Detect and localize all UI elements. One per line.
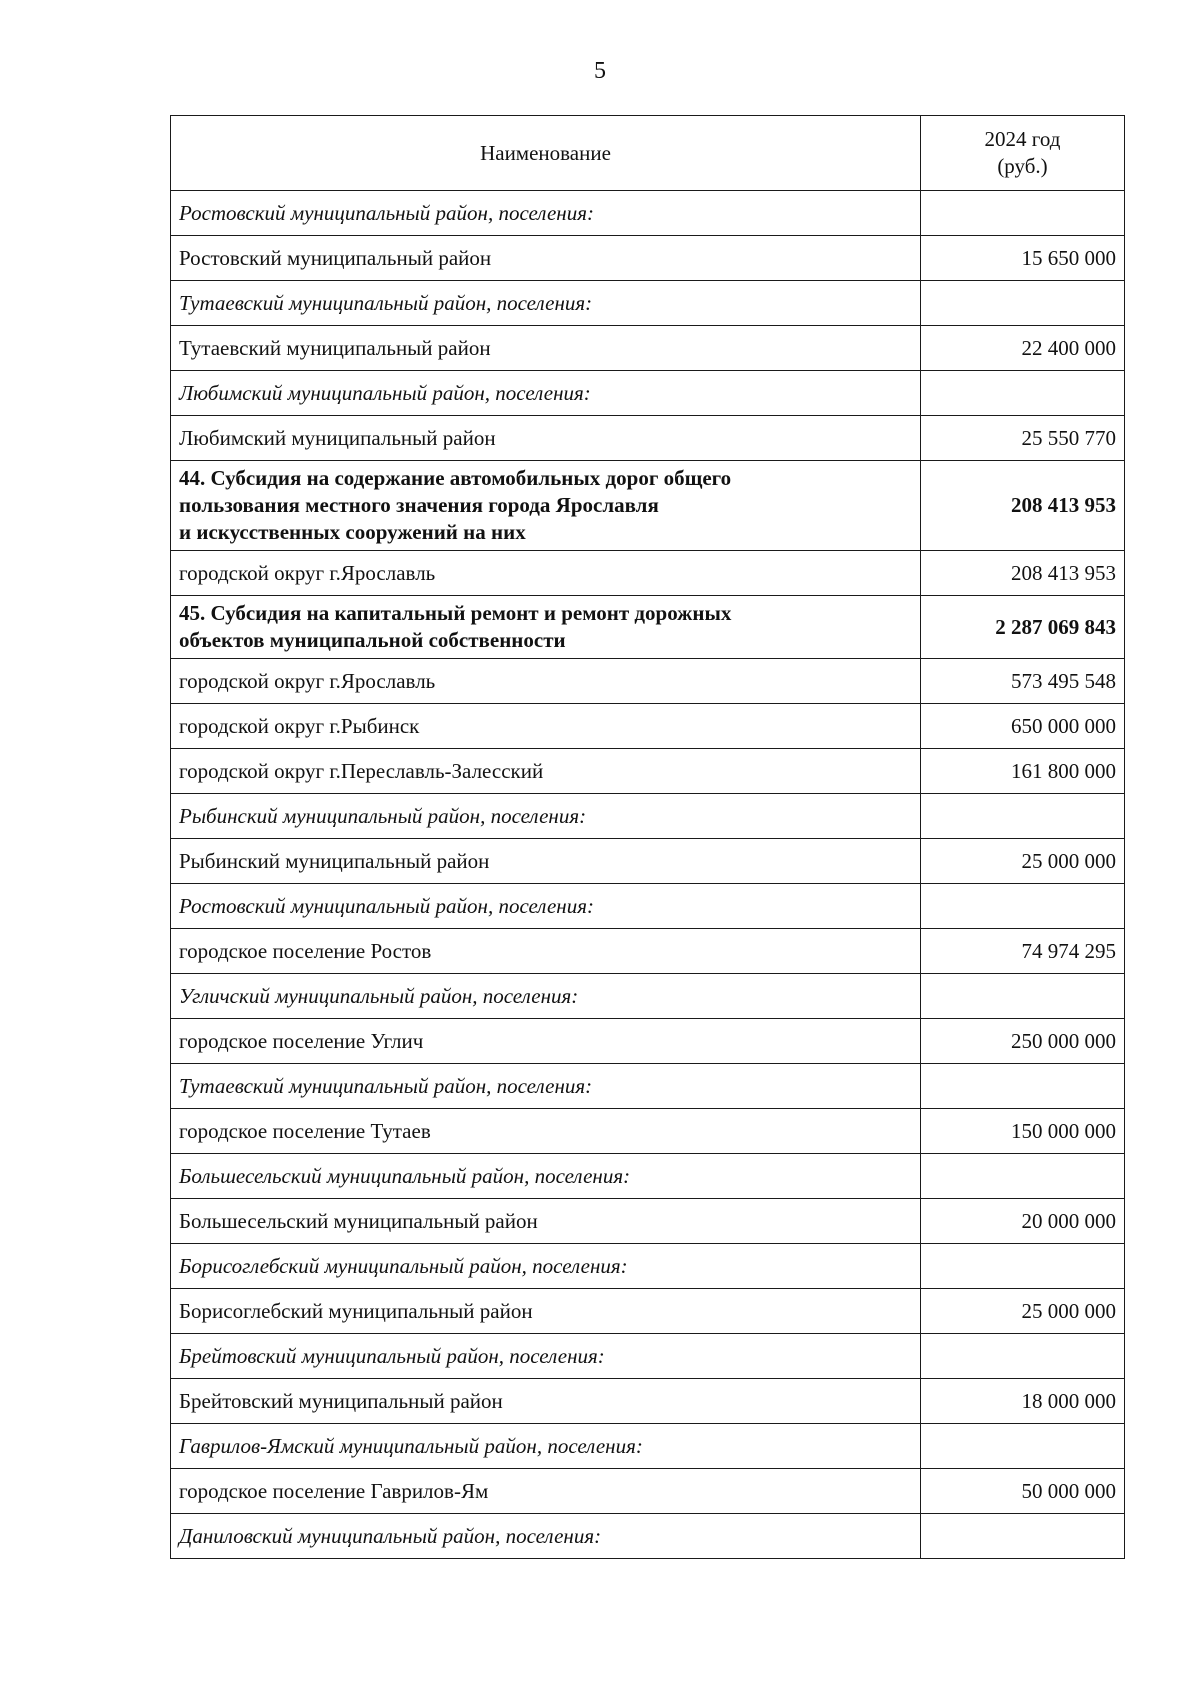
row-name-cell: Тутаевский муниципальный район, поселения:: [171, 281, 921, 326]
budget-table: [170, 115, 1125, 1559]
row-amount-cell: [921, 884, 1125, 929]
section-title-line: 44. Субсидия на содержание автомобильных дорог общего: [179, 466, 732, 490]
row-amount-cell: [921, 1154, 1125, 1199]
row-name-cell: городской округ г.Переславль-Залесский: [171, 749, 921, 794]
row-name-cell: Рыбинский муниципальный район, поселения:: [171, 794, 921, 839]
row-amount-cell: [921, 1244, 1125, 1289]
table-row: [171, 1019, 1125, 1064]
row-amount-cell: [921, 191, 1125, 236]
section-title-line: 45. Субсидия на капитальный ремонт и ремонт дорожных: [179, 601, 732, 625]
row-name-cell: Тутаевский муниципальный район, поселения:: [171, 1064, 921, 1109]
row-amount-cell: [921, 1424, 1125, 1469]
row-amount-cell: [921, 1334, 1125, 1379]
group-heading-row: [171, 884, 1125, 929]
row-name-cell: Ростовский муниципальный район: [171, 236, 921, 281]
row-amount-cell: 250 000 000: [921, 1019, 1125, 1064]
group-heading-row: [171, 1064, 1125, 1109]
group-heading-row: [171, 191, 1125, 236]
group-heading-row: [171, 794, 1125, 839]
row-name-cell: [171, 461, 921, 551]
section-title-line: объектов муниципальной собственности: [179, 628, 566, 652]
row-name-cell: Гаврилов-Ямский муниципальный район, поселения:: [171, 1424, 921, 1469]
row-name-cell: городское поселение Углич: [171, 1019, 921, 1064]
row-name-cell: городское поселение Тутаев: [171, 1109, 921, 1154]
row-amount-cell: 208 413 953: [921, 461, 1125, 551]
row-name-cell: Тутаевский муниципальный район: [171, 326, 921, 371]
row-name-cell: Большесельский муниципальный район, поселения:: [171, 1154, 921, 1199]
section-title-line: и искусственных сооружений на них: [179, 520, 526, 544]
page-number: 5: [594, 58, 606, 84]
row-name-cell: Угличский муниципальный район, поселения:: [171, 974, 921, 1019]
table-row: [171, 326, 1125, 371]
table-header: [171, 116, 1125, 191]
table-row: [171, 749, 1125, 794]
row-amount-cell: 161 800 000: [921, 749, 1125, 794]
table-row: [171, 1469, 1125, 1514]
row-name-cell: Рыбинский муниципальный район: [171, 839, 921, 884]
table-body: [171, 191, 1125, 1559]
row-amount-cell: 50 000 000: [921, 1469, 1125, 1514]
group-heading-row: [171, 1514, 1125, 1559]
row-name-cell: Брейтовский муниципальный район: [171, 1379, 921, 1424]
row-amount-cell: 22 400 000: [921, 326, 1125, 371]
section-total-row: [171, 596, 1125, 659]
row-amount-cell: [921, 1514, 1125, 1559]
row-name-cell: Брейтовский муниципальный район, поселения:: [171, 1334, 921, 1379]
row-name-cell: Ростовский муниципальный район, поселения:: [171, 191, 921, 236]
header-amount-cell: [921, 116, 1125, 191]
group-heading-row: [171, 1154, 1125, 1199]
group-heading-row: [171, 1244, 1125, 1289]
row-amount-cell: 573 495 548: [921, 659, 1125, 704]
row-name-cell: городской округ г.Рыбинск: [171, 704, 921, 749]
row-amount-cell: 150 000 000: [921, 1109, 1125, 1154]
row-name-cell: городское поселение Гаврилов-Ям: [171, 1469, 921, 1514]
header-unit-label: (руб.): [997, 154, 1048, 178]
table-row: [171, 839, 1125, 884]
table-row: [171, 929, 1125, 974]
row-amount-cell: 208 413 953: [921, 551, 1125, 596]
row-amount-cell: [921, 794, 1125, 839]
row-amount-cell: 15 650 000: [921, 236, 1125, 281]
row-name-cell: Борисоглебский муниципальный район: [171, 1289, 921, 1334]
row-name-cell: городской округ г.Ярославль: [171, 551, 921, 596]
row-amount-cell: [921, 1064, 1125, 1109]
row-amount-cell: 25 000 000: [921, 1289, 1125, 1334]
row-name-cell: Борисоглебский муниципальный район, поселения:: [171, 1244, 921, 1289]
table-row: [171, 236, 1125, 281]
table-row: [171, 659, 1125, 704]
header-name-cell: Наименование: [171, 116, 921, 191]
section-title-line: пользования местного значения города Ярославля: [179, 493, 659, 517]
row-name-cell: [171, 596, 921, 659]
table-row: [171, 704, 1125, 749]
row-name-cell: Любимский муниципальный район, поселения:: [171, 371, 921, 416]
table-row: [171, 416, 1125, 461]
row-amount-cell: 2 287 069 843: [921, 596, 1125, 659]
group-heading-row: [171, 1424, 1125, 1469]
row-amount-cell: 18 000 000: [921, 1379, 1125, 1424]
row-amount-cell: [921, 371, 1125, 416]
group-heading-row: [171, 371, 1125, 416]
row-name-cell: городской округ г.Ярославль: [171, 659, 921, 704]
group-heading-row: [171, 974, 1125, 1019]
table-row: [171, 1379, 1125, 1424]
row-name-cell: городское поселение Ростов: [171, 929, 921, 974]
row-amount-cell: 650 000 000: [921, 704, 1125, 749]
group-heading-row: [171, 281, 1125, 326]
group-heading-row: [171, 1334, 1125, 1379]
table-row: [171, 551, 1125, 596]
row-amount-cell: [921, 974, 1125, 1019]
section-total-row: [171, 461, 1125, 551]
row-amount-cell: 20 000 000: [921, 1199, 1125, 1244]
row-name-cell: Большесельский муниципальный район: [171, 1199, 921, 1244]
table-row: [171, 1289, 1125, 1334]
row-amount-cell: [921, 281, 1125, 326]
table-row: [171, 1109, 1125, 1154]
row-amount-cell: 74 974 295: [921, 929, 1125, 974]
table-row: [171, 1199, 1125, 1244]
row-name-cell: Любимский муниципальный район: [171, 416, 921, 461]
header-year-label: 2024 год: [984, 127, 1061, 151]
row-amount-cell: 25 000 000: [921, 839, 1125, 884]
row-name-cell: Даниловский муниципальный район, поселения:: [171, 1514, 921, 1559]
row-name-cell: Ростовский муниципальный район, поселения:: [171, 884, 921, 929]
row-amount-cell: 25 550 770: [921, 416, 1125, 461]
header-row: [171, 116, 1125, 191]
